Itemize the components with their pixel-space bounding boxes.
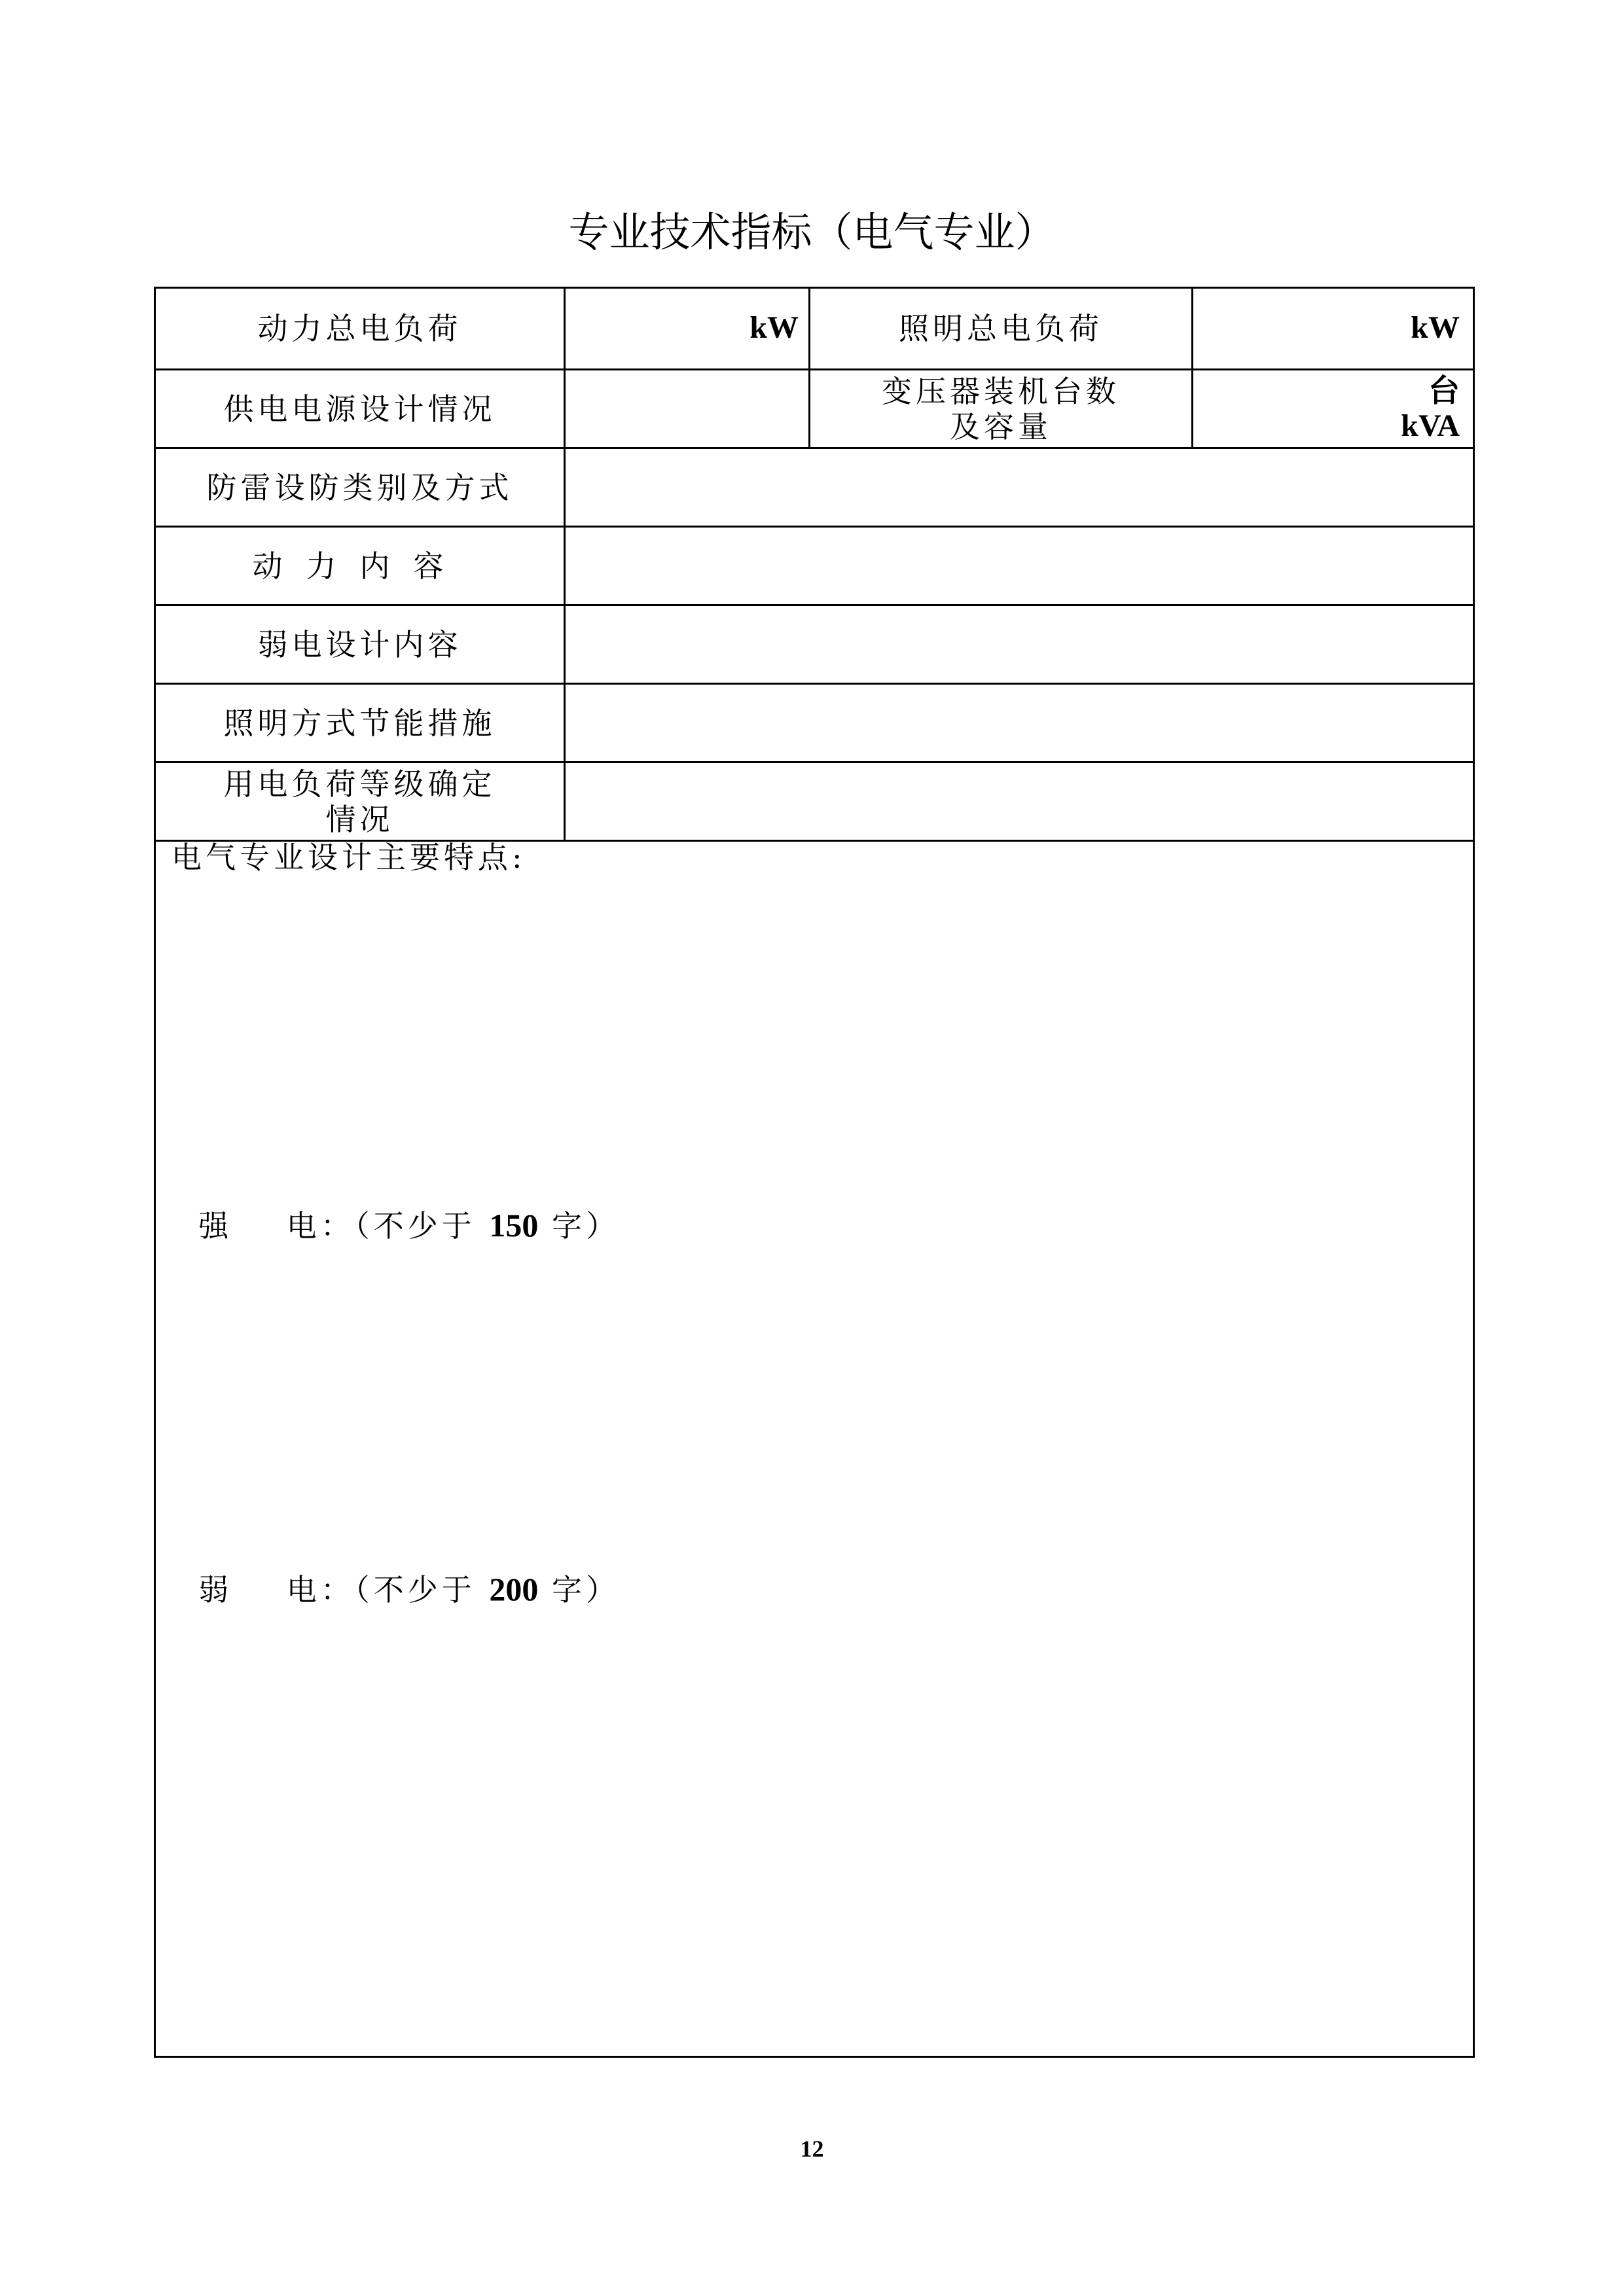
transformer-capacity-unit: kVA [1401, 408, 1460, 443]
lightning-protection-field[interactable] [566, 449, 1473, 526]
load-grade-label-line1: 用电负荷等级确定 [223, 766, 496, 802]
transformer-count-unit: 台 [1428, 372, 1460, 409]
power-content-label: 动力内容 [252, 548, 467, 584]
lightning-protection-label: 防雷设防类别及方式 [206, 469, 513, 505]
lighting-load-unit: kW [1411, 310, 1460, 345]
page-number: 12 [800, 2136, 824, 2162]
features-heading: 电气专业设计主要特点: [171, 840, 526, 875]
power-load-label: 动力总电负荷 [257, 311, 462, 346]
strong-current-prefix: 强 电：（不少于 [198, 1208, 490, 1244]
page-title: 专业技术指标（电气专业） [568, 208, 1056, 256]
lighting-load-label: 照明总电负荷 [899, 311, 1103, 346]
weak-current-min-chars: 200 [489, 1571, 539, 1607]
weak-current-heading [171, 1530, 620, 1609]
supply-value-field[interactable] [566, 370, 808, 447]
strong-current-suffix: 字） [538, 1208, 620, 1244]
load-grade-label [156, 763, 564, 840]
load-grade-label-line2: 情况 [325, 801, 394, 837]
supply-label: 供电电源设计情况 [223, 391, 496, 427]
strong-current-min-chars: 150 [489, 1207, 539, 1244]
power-load-unit: kW [749, 310, 799, 345]
transformer-label-line1: 变压器装机台数 [882, 373, 1120, 409]
weak-current-suffix: 字） [538, 1572, 620, 1607]
strong-current-heading [171, 1166, 620, 1246]
power-content-field[interactable] [566, 528, 1473, 604]
weak-current-field[interactable] [566, 606, 1473, 683]
transformer-label [810, 370, 1191, 447]
weak-current-prefix: 弱 电：（不少于 [198, 1572, 490, 1607]
weak-current-label: 弱电设计内容 [257, 626, 462, 662]
transformer-label-line2: 及容量 [950, 408, 1052, 444]
design-features-field[interactable] [156, 842, 1473, 2056]
load-grade-field[interactable] [566, 763, 1473, 840]
lighting-energy-field[interactable] [566, 685, 1473, 761]
lighting-energy-label: 照明方式节能措施 [223, 705, 496, 741]
